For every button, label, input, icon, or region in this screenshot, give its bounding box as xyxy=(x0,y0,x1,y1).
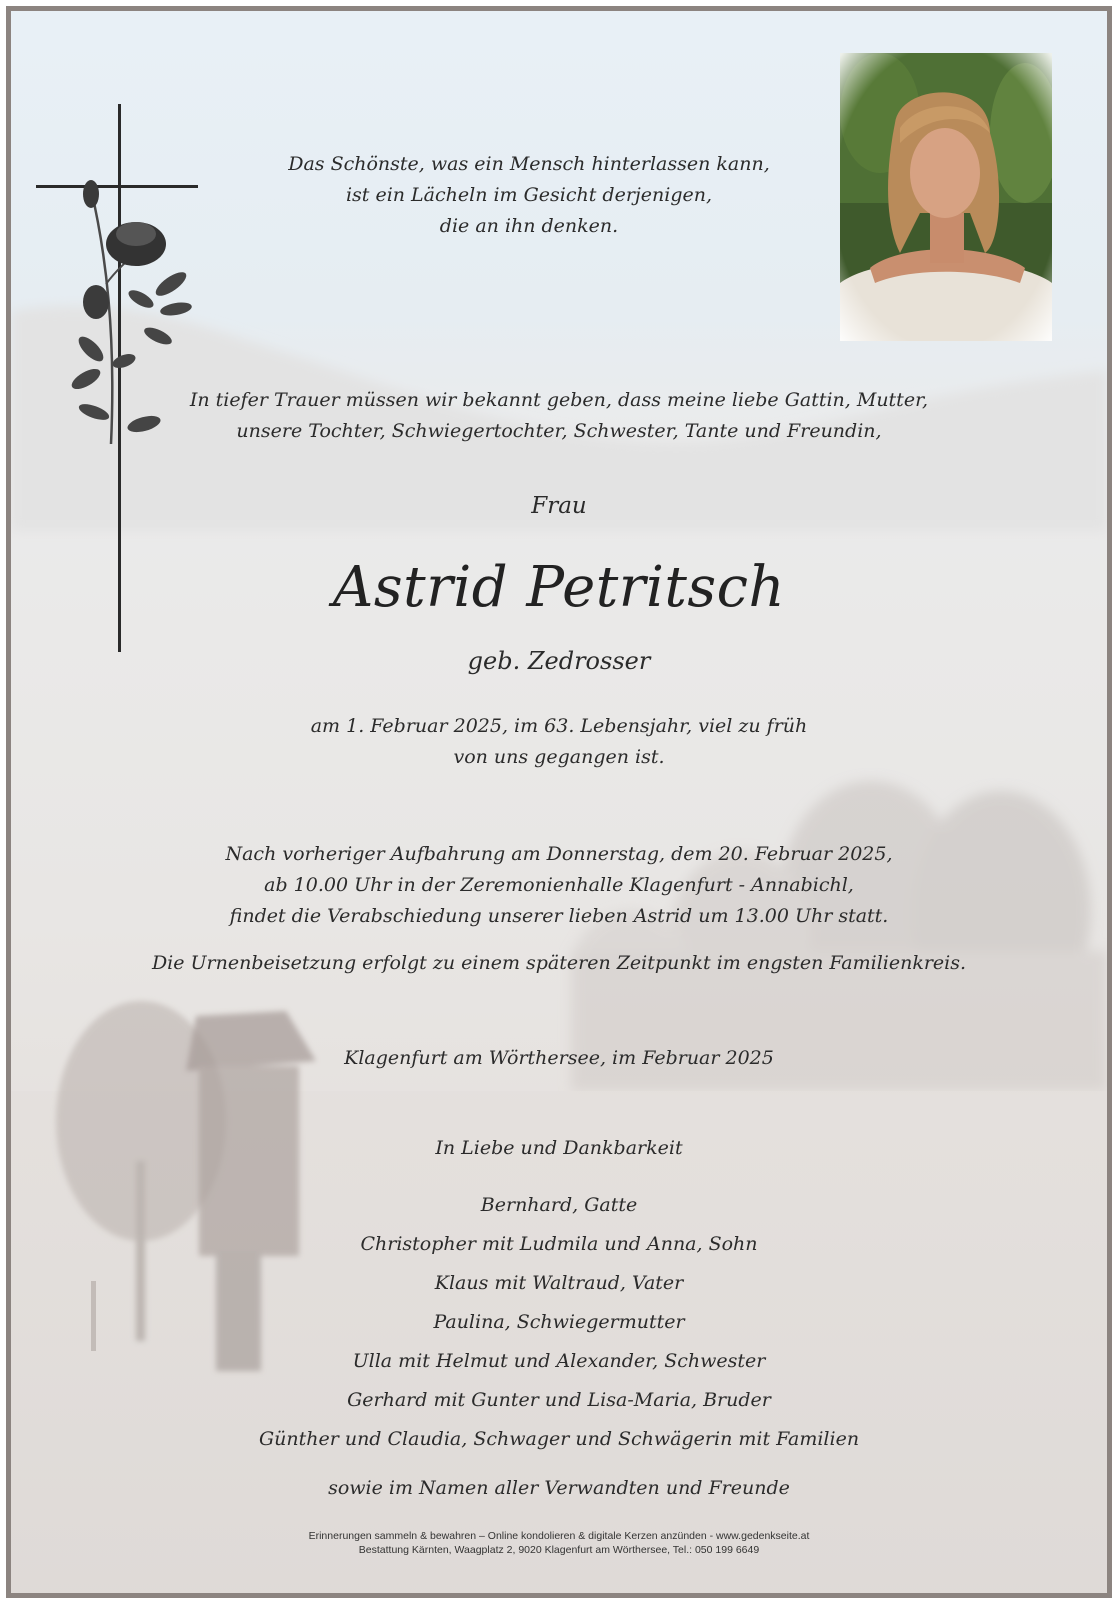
death-line-1: am 1. Februar 2025, im 63. Lebensjahr, viel zu früh xyxy=(310,715,808,737)
deceased-name: Astrid Petritsch xyxy=(332,555,786,620)
quote xyxy=(11,149,1107,242)
funeral-line-1: Nach vorheriger Aufbahrung am Donnerstag, dem 20. Februar 2025, xyxy=(225,843,893,865)
mourners-list xyxy=(11,1186,1107,1459)
death-line-2: von uns gegangen ist. xyxy=(453,746,665,768)
funeral-details xyxy=(11,839,1107,932)
closing-line: sowie im Namen aller Verwandten und Freunde xyxy=(328,1477,790,1499)
mourner-item: Paulina, Schwiegermutter xyxy=(433,1311,685,1333)
mourner-item: Gerhard mit Gunter und Lisa-Maria, Bruder xyxy=(347,1389,771,1411)
footer xyxy=(11,1529,1107,1557)
mourner-item: Christopher mit Ludmila und Anna, Sohn xyxy=(360,1233,758,1255)
death-notice xyxy=(11,711,1107,773)
mourner-item: Günther und Claudia, Schwager und Schwägerin mit Familien xyxy=(258,1428,860,1450)
funeral-line-2: ab 10.00 Uhr in der Zeremonienhalle Klagenfurt - Annabichl, xyxy=(264,874,854,896)
footer-line-1: Erinnerungen sammeln & bewahren – Online kondolieren & digitale Kerzen anzünden - www.gedenkseite.at xyxy=(308,1530,810,1542)
funeral-line-3: findet die Verabschiedung unserer lieben Astrid um 13.00 Uhr statt. xyxy=(229,905,889,927)
announcement-intro xyxy=(11,385,1107,447)
mourner-item: Klaus mit Waltraud, Vater xyxy=(434,1272,684,1294)
salutation: Frau xyxy=(531,493,587,519)
intro-line-1: In tiefer Trauer müssen wir bekannt geben, dass meine liebe Gattin, Mutter, xyxy=(189,389,929,411)
mourner-item: Bernhard, Gatte xyxy=(480,1194,638,1216)
place-date: Klagenfurt am Wörthersee, im Februar 2025 xyxy=(344,1047,774,1069)
mourner-item: Ulla mit Helmut und Alexander, Schwester xyxy=(352,1350,766,1372)
maiden-name: geb. Zedrosser xyxy=(467,647,651,675)
quote-line-2: ist ein Lächeln im Gesicht derjenigen, xyxy=(345,184,713,206)
love-line: In Liebe und Dankbarkeit xyxy=(435,1137,683,1159)
intro-line-2: unsere Tochter, Schwiegertochter, Schwester, Tante und Freundin, xyxy=(236,420,882,442)
urn-burial-note: Die Urnenbeisetzung erfolgt zu einem späteren Zeitpunkt im engsten Familienkreis. xyxy=(151,952,967,974)
footer-line-2: Bestattung Kärnten, Waagplatz 2, 9020 Klagenfurt am Wörthersee, Tel.: 050 199 6649 xyxy=(358,1544,760,1556)
quote-line-1: Das Schönste, was ein Mensch hinterlassen kann, xyxy=(288,153,770,175)
quote-line-3: die an ihn denken. xyxy=(439,215,619,237)
tree-line xyxy=(571,781,1107,1091)
obituary-frame xyxy=(6,6,1112,1598)
